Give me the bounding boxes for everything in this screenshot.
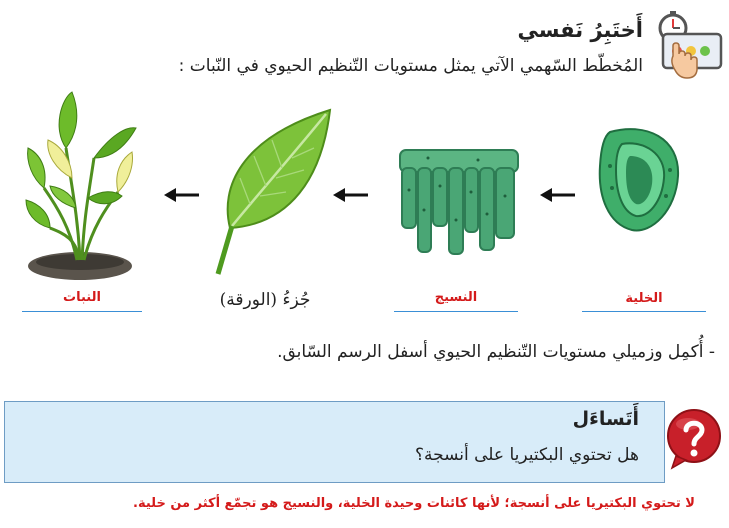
section-title: أَختَبِرُ نَفسي	[517, 18, 643, 42]
leaf-image	[210, 108, 332, 276]
arrow-icon	[333, 188, 369, 202]
cell-underline	[582, 311, 706, 312]
answer-text: لا تحتوي البكتيريا على أنسجة؛ لأنها كائنات وحيدة الخلية، والنسيج هو تجمّع أكثر من خلية.	[133, 496, 695, 511]
question-mark-icon	[666, 408, 722, 470]
plant-label: النبات	[63, 290, 101, 305]
tissue-image	[398, 140, 520, 258]
question-text: هل تحتوي البكتيريا على أنسجة؟	[414, 445, 639, 465]
task-text: - أُكمِل وزميلي مستويات التّنظيم الحيوي أسفل الرسم السّابق.	[277, 342, 715, 362]
part-label: جُزءُ (الورقة)	[219, 290, 311, 310]
cell-label: الخلية	[625, 291, 663, 306]
tissue-label: النسيج	[434, 290, 478, 305]
instruction-text: المُخطّط السّهمي الآتي يمثل مستويات التّنظيم الحيوي في النّبات :	[178, 56, 643, 76]
question-title: أَتَساءَل	[572, 408, 639, 430]
arrow-icon	[540, 188, 576, 202]
arrow-icon	[164, 188, 200, 202]
plant-underline	[22, 311, 142, 312]
plant-image	[22, 88, 138, 284]
question-box	[4, 401, 665, 483]
cell-image	[596, 126, 682, 236]
self-test-icon	[655, 8, 725, 88]
tissue-underline	[394, 311, 518, 312]
